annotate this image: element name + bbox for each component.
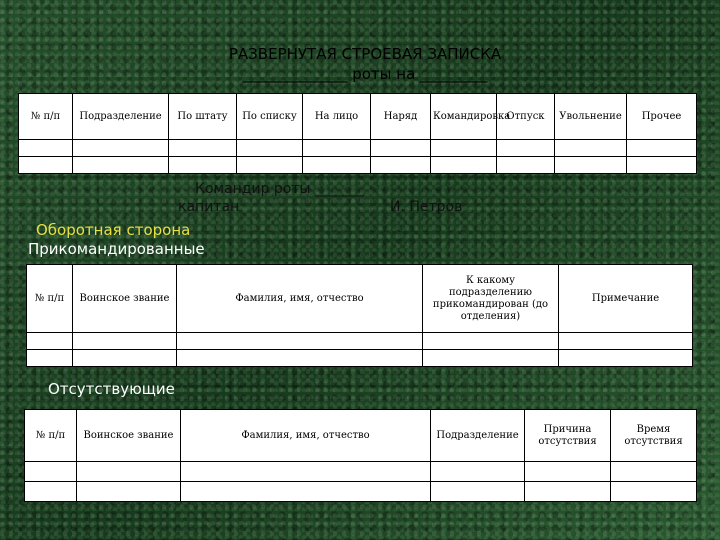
attached-personnel-table — [26, 264, 693, 367]
col-header: Прочее — [627, 94, 697, 140]
col-header: Подразделение — [431, 410, 525, 462]
table-cell[interactable] — [627, 157, 697, 174]
table-cell[interactable] — [431, 482, 525, 502]
table-cell[interactable] — [431, 157, 497, 174]
col-header: По штату — [169, 94, 237, 140]
subtitle-line: ______________ роты на _________ — [242, 65, 488, 83]
table-cell[interactable] — [611, 462, 697, 482]
absent-personnel-table — [24, 409, 697, 502]
table-cell[interactable] — [431, 140, 497, 157]
col-header: Фамилия, имя, отчество — [181, 410, 431, 462]
table-cell[interactable] — [181, 462, 431, 482]
col-header: Воинское звание — [77, 410, 181, 462]
col-header: Причина отсутствия — [525, 410, 611, 462]
table-cell[interactable] — [559, 350, 693, 367]
table-cell[interactable] — [555, 140, 627, 157]
table-cell[interactable] — [237, 157, 303, 174]
col-header: Время отсутствия — [611, 410, 697, 462]
col-header: Воинское звание — [73, 265, 177, 333]
col-header: Командировка — [431, 94, 497, 140]
table-cell[interactable] — [177, 333, 423, 350]
table-cell[interactable] — [627, 140, 697, 157]
col-header: № п/п — [19, 94, 73, 140]
table-cell[interactable] — [303, 140, 371, 157]
reverse-side-heading: Оборотная сторона — [36, 221, 191, 239]
table-header-row — [27, 265, 693, 333]
table-cell[interactable] — [303, 157, 371, 174]
col-header: Увольнение — [555, 94, 627, 140]
col-header: Подразделение — [73, 94, 169, 140]
table-cell[interactable] — [431, 462, 525, 482]
table-cell[interactable] — [73, 140, 169, 157]
title-line: РАЗВЕРНУТАЯ СТРОЕВАЯ ЗАПИСКА — [228, 45, 502, 63]
table-cell[interactable] — [559, 333, 693, 350]
col-header: Фамилия, имя, отчество — [177, 265, 423, 333]
table-cell[interactable] — [497, 140, 555, 157]
table-cell[interactable] — [25, 482, 77, 502]
commander-signature-line: Командир роты _______ — [195, 181, 365, 197]
absent-section-heading: Отсутствующие — [48, 380, 175, 398]
table-cell[interactable] — [237, 140, 303, 157]
table-header-row — [19, 94, 697, 140]
table-cell[interactable] — [73, 333, 177, 350]
table-cell[interactable] — [177, 350, 423, 367]
table-cell[interactable] — [169, 157, 237, 174]
strength-report-table — [18, 93, 697, 174]
col-header: Отпуск — [497, 94, 555, 140]
table-cell[interactable] — [497, 157, 555, 174]
commander-rank: капитан — [178, 199, 240, 215]
table-header-row — [25, 410, 697, 462]
col-header: Примечание — [559, 265, 693, 333]
table-cell[interactable] — [555, 157, 627, 174]
document-title — [150, 44, 580, 84]
table-cell[interactable] — [525, 462, 611, 482]
table-row — [27, 350, 693, 367]
col-header: На лицо — [303, 94, 371, 140]
col-header: Наряд — [371, 94, 431, 140]
table-cell[interactable] — [371, 140, 431, 157]
table-cell[interactable] — [371, 157, 431, 174]
table-cell[interactable] — [73, 350, 177, 367]
attached-section-heading: Прикомандированные — [28, 240, 205, 258]
table-cell[interactable] — [181, 482, 431, 502]
table-cell[interactable] — [25, 462, 77, 482]
table-row — [19, 140, 697, 157]
table-row — [25, 482, 697, 502]
table-cell[interactable] — [423, 350, 559, 367]
table-row — [27, 333, 693, 350]
table-cell[interactable] — [169, 140, 237, 157]
table-cell[interactable] — [611, 482, 697, 502]
table-cell[interactable] — [27, 350, 73, 367]
commander-name: И. Петров — [390, 199, 463, 215]
table-cell[interactable] — [77, 482, 181, 502]
table-cell[interactable] — [73, 157, 169, 174]
table-cell[interactable] — [423, 333, 559, 350]
col-header: № п/п — [25, 410, 77, 462]
table-cell[interactable] — [77, 462, 181, 482]
col-header: № п/п — [27, 265, 73, 333]
col-header: К какому подразделению прикомандирован (до отделения) — [423, 265, 559, 333]
table-cell[interactable] — [525, 482, 611, 502]
table-cell[interactable] — [27, 333, 73, 350]
table-cell[interactable] — [19, 157, 73, 174]
table-row — [19, 157, 697, 174]
table-cell[interactable] — [19, 140, 73, 157]
table-row — [25, 462, 697, 482]
col-header: По списку — [237, 94, 303, 140]
